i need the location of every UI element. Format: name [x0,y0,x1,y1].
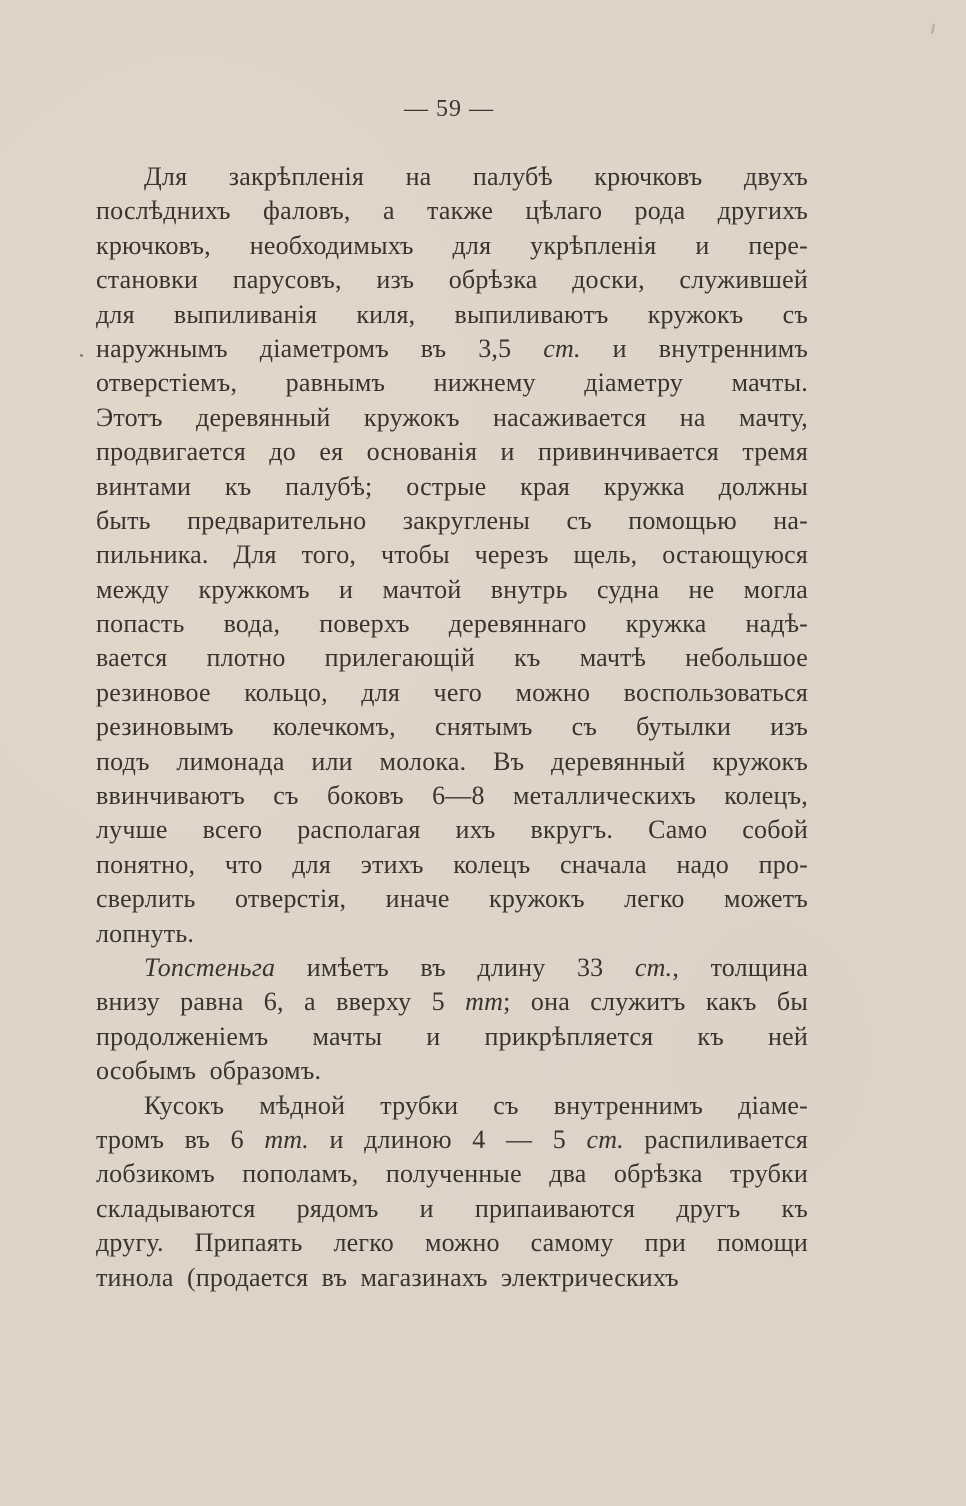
text-segment: резиновое кольцо, для чего можно воспользоваться [96,677,808,707]
paragraph [96,1089,808,1295]
text-line [96,298,808,332]
text-line [96,573,808,607]
text-segment: становки парусовъ, изъ обрѣзка доски, служившей [96,265,808,295]
text-line [96,160,808,194]
italic-term: mm. [264,1124,309,1154]
body-text [96,160,808,1295]
text-line [96,1226,808,1260]
text-segment: пильника. Для того, чтобы черезъ щель, остающуюся [96,540,808,570]
text-segment: послѣднихъ фаловъ, а также цѣлаго рода другихъ [96,196,808,226]
text-line [96,1054,808,1088]
text-segment: продвигается до ея основанія и привинчивается тремя [96,437,808,467]
text-segment: винтами къ палубѣ; острые края кружка должны [96,471,808,501]
text-line [96,607,808,641]
italic-term: Топстеньга [144,952,276,982]
italic-term: cm. [543,333,581,363]
text-segment: попасть вода, поверхъ деревяннаго кружка надѣ- [96,609,808,639]
text-line [96,194,808,228]
text-line [96,676,808,710]
text-segment: наружнымъ діаметромъ въ 3,5 [96,333,544,363]
text-line [96,401,808,435]
text-segment: лучше всего располагая ихъ вкругъ. Само собой [96,815,808,845]
text-segment: понятно, что для этихъ колецъ сначала надо про- [96,849,808,879]
text-line [96,1089,808,1123]
text-segment: , толщина [672,952,809,982]
margin-dot [80,354,83,357]
text-line [96,710,808,744]
text-segment: складываются рядомъ и припаиваются другъ къ [96,1193,808,1223]
text-line [96,229,808,263]
text-segment: Для закрѣпленія на палубѣ крючковъ двухъ [144,162,808,191]
text-line [96,504,808,538]
paragraph [96,160,808,951]
text-segment: Этотъ деревянный кружокъ насаживается на мачту, [96,402,808,432]
text-line [96,366,808,400]
text-line [96,332,808,366]
text-segment: лобзикомъ пополамъ, полученные два обрѣзка трубки [96,1159,808,1189]
text-line [96,435,808,469]
italic-term: cm. [586,1124,624,1154]
text-segment: ввинчиваютъ съ боковъ 6—8 металлическихъ колецъ, [96,781,808,811]
text-line [96,917,808,951]
text-line [96,985,808,1019]
text-line [96,882,808,916]
italic-term: cm. [634,952,673,982]
text-segment: ; она служитъ какъ бы [503,987,808,1017]
text-line [96,1261,808,1295]
text-line [96,779,808,813]
text-segment: и длиною 4 — 5 [308,1124,587,1154]
text-segment: вается плотно прилегающій къ мачтѣ небольшое [96,643,808,673]
text-segment: тинола (продается въ магазинахъ электрическихъ [96,1262,679,1292]
text-segment: резиновымъ колечкомъ, снятымъ съ бутылки изъ [96,712,808,742]
text-segment: быть предварительно закруглены съ помощью на- [96,505,808,535]
text-segment: крючковъ, необходимыхъ для укрѣпленія и пере- [96,230,808,260]
text-line [96,538,808,572]
text-segment: другу. Припаять легко можно самому при помощи [96,1228,808,1258]
text-segment: отверстіемъ, равнымъ нижнему діаметру мачты. [96,368,808,398]
text-segment: особымъ образомъ. [96,1056,322,1086]
text-segment: между кружкомъ и мачтой внутрь судна не могла [96,574,808,604]
text-line [96,848,808,882]
text-segment: сверлить отверстія, иначе кружокъ легко можетъ [96,884,808,914]
text-line [96,1192,808,1226]
text-segment: подъ лимонада или молока. Въ деревянный кружокъ [96,746,808,776]
text-segment: тромъ въ 6 [96,1124,265,1154]
text-line [96,745,808,779]
text-line [96,813,808,847]
text-line [96,1157,808,1191]
paragraph [96,951,808,1089]
text-line [96,951,808,985]
page-number: — 59 — [404,96,494,122]
text-line [96,641,808,675]
text-segment: лопнуть. [96,918,195,948]
paper-blemish [931,24,935,34]
italic-term: mm [465,987,504,1017]
text-segment: продолженіемъ мачты и прикрѣпляется къ ней [96,1021,808,1051]
text-segment: Кусокъ мѣдной трубки съ внутреннимъ діаме- [144,1090,808,1120]
text-segment: внизу равна 6, а вверху 5 [96,987,466,1017]
text-line [96,1123,808,1157]
text-line [96,263,808,297]
text-line [96,1020,808,1054]
text-segment: распиливается [623,1124,808,1154]
text-segment: и внутреннимъ [580,333,808,363]
text-segment: для выпиливанія киля, выпиливаютъ кружокъ съ [96,299,808,329]
text-line [96,470,808,504]
text-segment: имѣетъ въ длину 33 [275,952,635,982]
